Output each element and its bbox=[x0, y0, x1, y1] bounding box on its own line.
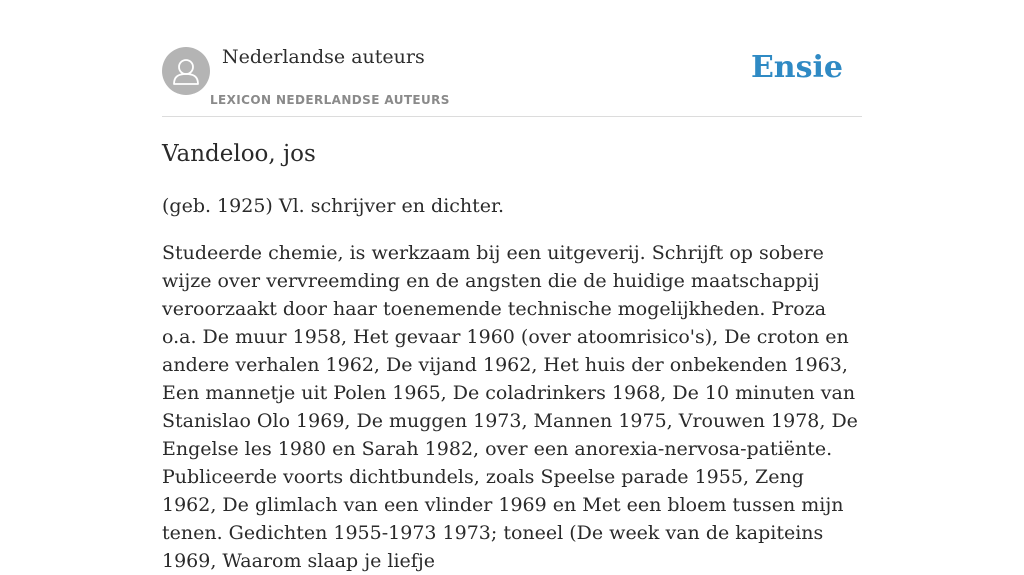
page bbox=[162, 0, 862, 572]
article bbox=[162, 138, 862, 575]
lexicon-subtitle[interactable]: LEXICON NEDERLANDSE AUTEURS bbox=[210, 93, 450, 107]
article-intro: (geb. 1925) Vl. schrijver en dichter. bbox=[162, 195, 505, 217]
user-icon bbox=[162, 47, 210, 95]
author-name[interactable]: Nederlandse auteurs bbox=[222, 46, 425, 68]
brand-logo[interactable]: Ensie bbox=[750, 50, 843, 85]
header bbox=[162, 0, 862, 117]
page-title: Vandeloo, jos bbox=[162, 141, 316, 167]
avatar[interactable] bbox=[162, 47, 210, 95]
article-body: Studeerde chemie, is werkzaam bij een uitgeverij. Schrijft op sobere wijze over vervreemding en de angsten die de huidige maatschappij veroorzaakt door haar toenemende technische mogelijkheden. Proza o.a. De muur 1958, Het gevaar 1960 (over atoomrisico's), De croton en andere verhalen 1962, De vijand 1962, Het huis der onbekenden 1963, Een mannetje uit Polen 1965, De coladrinkers 1968, De 10 minuten van Stanislao Olo 1969, De muggen 1973, Mannen 1975, Vrouwen 1978, De Engelse les 1980 en Sarah 1982, over een anorexia-nervosa-patiënte. Publiceerde voorts dichtbundels, zoals Speelse parade 1955, Zeng 1962, De glimlach van een vlinder 1969 en Met een bloem tussen mijn tenen. Gedichten 1955-1973 1973; toneel (De week van de kapiteins 1969, Waarom slaap je liefje bbox=[162, 242, 858, 572]
